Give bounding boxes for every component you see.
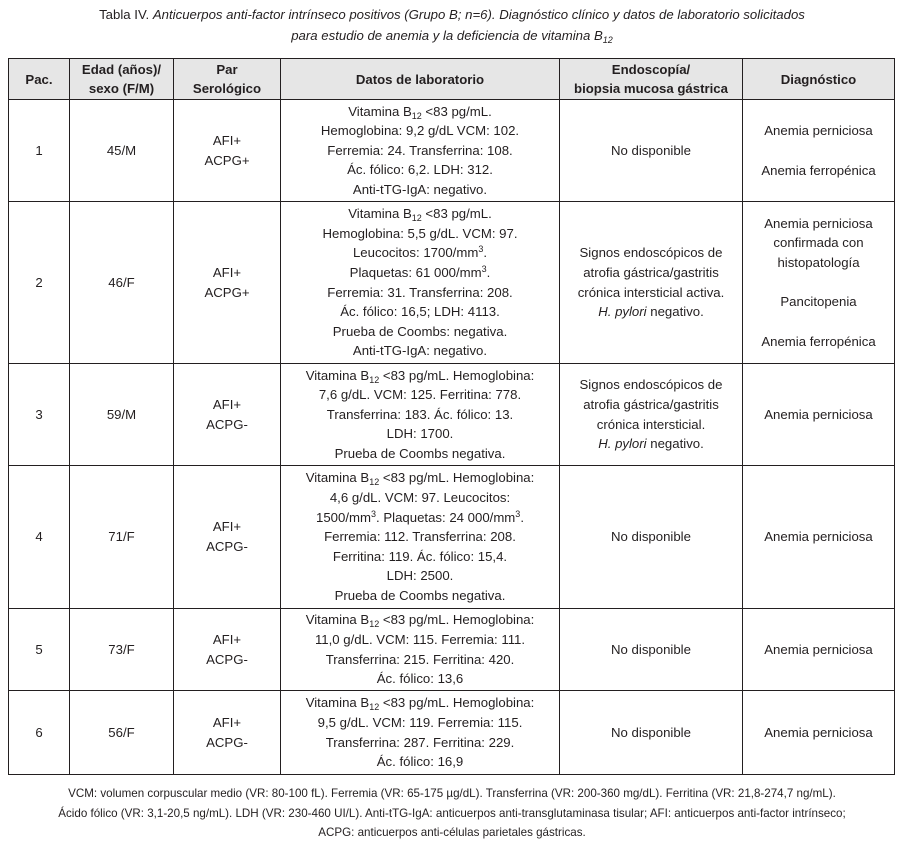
cell-diagnostico: Anemia perniciosa [743,609,895,691]
cell-endoscopia: No disponible [560,100,743,202]
footnote-line-3: ACPG: anticuerpos anti-células parietales gástricas. [318,826,586,839]
table-row [9,609,895,691]
table-row [9,691,895,775]
caption-line-2 [0,25,904,46]
caption-title-1: Anticuerpos anti-factor intrínseco positivos (Grupo B; n=6). Diagnóstico clínico y datos de laboratorio solicitados [152,7,805,22]
cell-lab: Vitamina $B_{12} <83$ pg/mL. Hemoglobina: 9,2 g/dL VCM: 102. Ferremia: 24. Transferrina: 108. Ác. fólico: 6,2. LDH: 312. Anti-tTG-IgA: negativo. [281,100,560,202]
header-edad: Edad (años)/ sexo (F/M) [70,59,174,100]
caption-title-2: para estudio de anemia y la deficiencia de vitamina B [291,28,603,43]
cell-pac: 5 [9,609,70,691]
table-footnote [8,784,896,843]
table-row [9,202,895,364]
cell-endoscopia: No disponible [560,466,743,609]
cell-par: AFI+ ACPG- [174,466,281,609]
cell-edad: 73/F [70,609,174,691]
cell-pac: 6 [9,691,70,775]
table-row [9,364,895,466]
cell-diagnostico: Anemia perniciosa [743,466,895,609]
header-par: Par Serológico [174,59,281,100]
table-caption [0,4,904,46]
cell-endoscopia: Signos endoscópicos de atrofia gástrica/gastritis crónica intersticial activa. H. pylori negativo. [560,202,743,364]
lab-data-table [8,58,895,775]
cell-pac: 4 [9,466,70,609]
footnote-line-2: Ácido fólico (VR: 3,1-20,5 ng/mL). LDH (VR: 230-460 UI/L). Anti-tTG-IgA: anticuerpos anti-transglutaminasa tisular; AFI: anticuerpos anti-factor intrínseco; [58,806,846,820]
cell-edad: 45/M [70,100,174,202]
cell-lab: Vitamina $B_{12} <83$ pg/mL. Hemoglobina: 11,0 g/dL. VCM: 115. Ferremia: 111. Transferrina: 215. Ferritina: 420. Ác. fólico: 13,6 [281,609,560,691]
header-pac: Pac. [9,59,70,100]
header-row [9,59,895,100]
cell-diagnostico: Anemia perniciosa [743,364,895,466]
table-row [9,466,895,609]
header-diagnostico: Diagnóstico [743,59,895,100]
cell-lab: Vitamina $B_{12} <83$ pg/mL. Hemoglobina: 9,5 g/dL. VCM: 119. Ferremia: 115. Transferrina: 287. Ferritina: 229. Ác. fólico: 16,9 [281,691,560,775]
cell-edad: 56/F [70,691,174,775]
cell-endoscopia: Signos endoscópicos de atrofia gástrica/gastritis crónica intersticial. H. pylori negativo. [560,364,743,466]
cell-diagnostico: Anemia perniciosa [743,691,895,775]
caption-label: Tabla IV. [99,7,150,22]
caption-subscript: 12 [602,35,613,45]
cell-diagnostico: Anemia perniciosa confirmada con histopatología Pancitopenia Anemia ferropénica [743,202,895,364]
cell-par: AFI+ ACPG+ [174,202,281,364]
cell-par: AFI+ ACPG+ [174,100,281,202]
cell-par: AFI+ ACPG- [174,364,281,466]
cell-lab: Vitamina $B_{12} <83$ pg/mL. Hemoglobina: 4,6 g/dL. VCM: 97. Leucocitos: $1500/mm^3$. Plaquetas: 24 $000/mm^3$. Ferremia: 112. Transferrina: 208. Ferritina: 119. Ác. fólico: 15,4. LDH: 2500. Prueba de Coombs negativa. [281,466,560,609]
caption-line-1 [0,4,904,25]
footnote-line-1: VCM: volumen corpuscular medio (VR: 80-100 fL). Ferremia (VR: 65-175 µg/dL). Transferrina (VR: 200-360 mg/dL). Ferritina (VR: 21,8-274,7 ng/mL). [68,787,836,800]
cell-lab: Vitamina $B_{12} <83$ pg/mL. Hemoglobina: 5,5 g/dL. VCM: 97. Leucocitos: $1700/mm^3$. Plaquetas: 61 $000/mm^3$. Ferremia: 31. Transferrina: 208. Ác. fólico: 16,5; LDH: 4113. Prueba de Coombs: negativa. Anti-tTG-IgA: negativo. [281,202,560,364]
cell-edad: 46/F [70,202,174,364]
cell-edad: 71/F [70,466,174,609]
cell-diagnostico: Anemia perniciosa Anemia ferropénica [743,100,895,202]
cell-pac: 3 [9,364,70,466]
cell-endoscopia: No disponible [560,609,743,691]
cell-edad: 59/M [70,364,174,466]
cell-pac: 2 [9,202,70,364]
cell-endoscopia: No disponible [560,691,743,775]
header-datos: Datos de laboratorio [281,59,560,100]
cell-par: AFI+ ACPG- [174,609,281,691]
cell-lab: Vitamina $B_{12} <83$ pg/mL. Hemoglobina: 7,6 g/dL. VCM: 125. Ferritina: 778. Transferrina: 183. Ác. fólico: 13. LDH: 1700. Prueba de Coombs negativa. [281,364,560,466]
table-row [9,100,895,202]
cell-par: AFI+ ACPG- [174,691,281,775]
header-endoscopia: Endoscopía/ biopsia mucosa gástrica [560,59,743,100]
cell-pac: 1 [9,100,70,202]
